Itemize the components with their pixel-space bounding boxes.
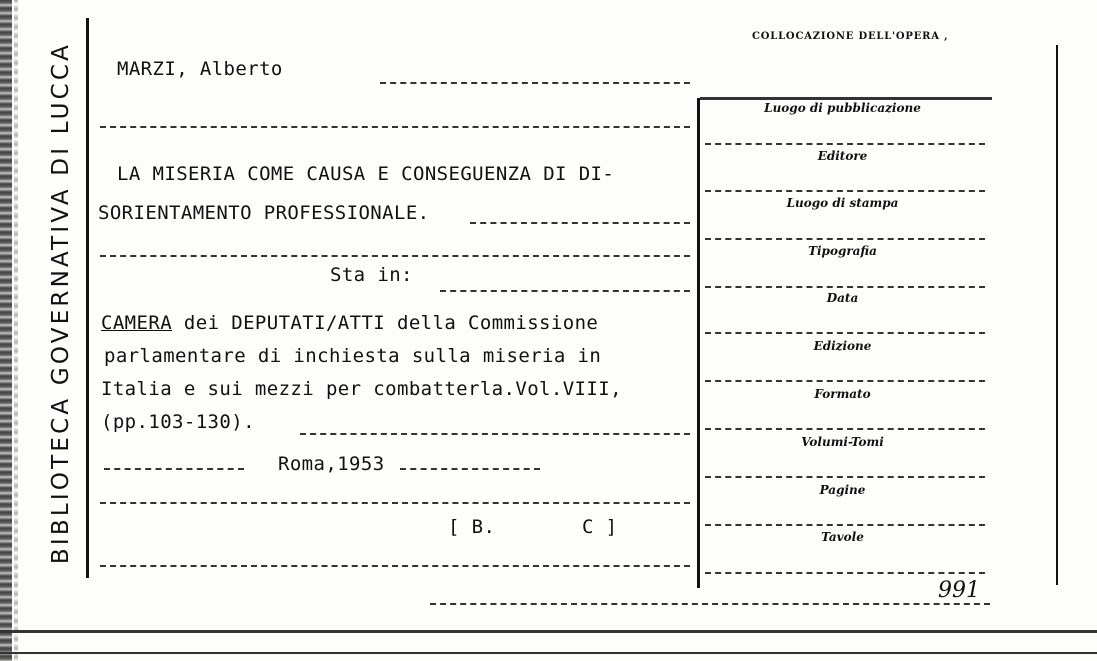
rule-4 — [100, 255, 690, 257]
rule-3 — [470, 222, 690, 224]
field-tipografia: Tipografia — [808, 244, 877, 258]
scan-edge — [0, 0, 12, 661]
bottom-border-lower — [0, 652, 1097, 654]
source-line-4: (pp.103-130). — [101, 411, 255, 433]
source-line-1 — [101, 312, 598, 334]
handwritten-note: 991 — [938, 578, 980, 603]
fields-column-top — [700, 97, 992, 100]
field-luogo-stampa: Luogo di stampa — [786, 196, 899, 210]
sta-in-label: Sta in: — [330, 264, 413, 286]
field-rule-8 — [705, 476, 985, 478]
author: MARZI, Alberto — [117, 58, 283, 80]
field-edizione: Edizione — [813, 339, 872, 353]
field-rule-3 — [705, 238, 985, 240]
source-line-2: parlamentare di inchiesta sulla miseria in — [104, 345, 602, 367]
rule-2 — [100, 126, 690, 128]
field-rule-6 — [705, 380, 985, 382]
place-year: Roma,1953 — [278, 453, 385, 475]
field-rule-2 — [705, 190, 985, 192]
field-data: Data — [826, 291, 859, 305]
field-rule-5 — [705, 332, 985, 334]
rule-10 — [100, 565, 690, 567]
rule-7 — [104, 468, 244, 470]
title-line-1: LA MISERIA COME CAUSA E CONSEGUENZA DI DI- — [117, 163, 615, 185]
rule-5 — [440, 290, 690, 292]
bottom-border — [0, 630, 1097, 633]
right-edge — [1056, 45, 1058, 585]
title-line-2: SORIENTAMENTO PROFESSIONALE. — [98, 202, 430, 224]
source-organization: CAMERA — [101, 312, 173, 334]
field-luogo-pubblicazione: Luogo di pubblicazione — [764, 101, 921, 115]
source-line-3: Italia e sui mezzi per combatterla.Vol.VIII, — [101, 378, 622, 400]
rule-1 — [380, 82, 690, 84]
field-rule-4 — [705, 286, 985, 288]
spine-border — [86, 18, 89, 578]
field-rule-9 — [705, 524, 985, 526]
field-editore: Editore — [817, 149, 868, 163]
field-volumi-tomi: Volumi-Tomi — [801, 435, 884, 449]
field-rule-7 — [705, 428, 985, 430]
scan-edge-inner — [14, 0, 18, 661]
rule-11 — [430, 603, 990, 605]
field-rule-1 — [705, 143, 985, 145]
library-name: BIBLIOTECA GOVERNATIVA DI LUCCA — [48, 41, 74, 564]
field-rule-10 — [705, 572, 985, 574]
collocazione-label: COLLOCAZIONE DELL'OPERA , — [752, 31, 949, 42]
collocation-code-right: C ] — [582, 516, 618, 538]
rule-8 — [400, 468, 540, 470]
field-tavole: Tavole — [821, 530, 864, 544]
library-spine — [43, 10, 79, 595]
field-formato: Formato — [814, 387, 871, 401]
collocation-code-left: [ B. — [448, 516, 496, 538]
source-line-1-rest: dei DEPUTATI/ATTI della Commissione — [172, 312, 599, 334]
field-pagine: Pagine — [819, 483, 866, 497]
rule-9 — [100, 502, 690, 504]
rule-6 — [300, 433, 690, 435]
